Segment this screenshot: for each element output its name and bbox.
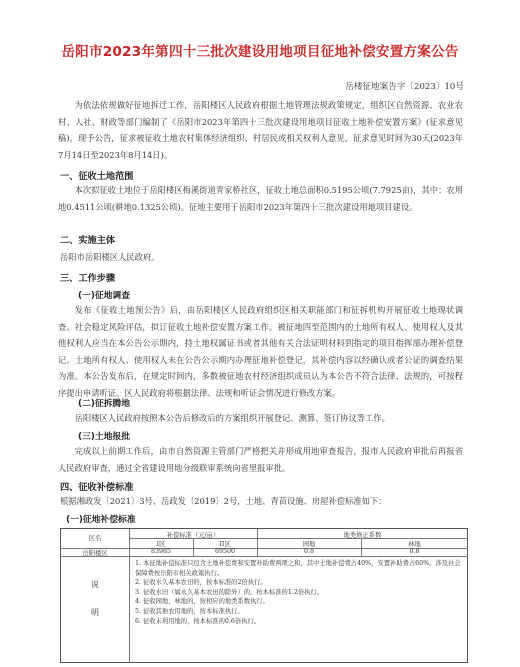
- section-4-basis: 根据湘政发〔2021〕3号、岳政发〔2019〕2号，土地、青苗设施、房屋补偿标准如下：: [60, 496, 387, 506]
- table-note-label-1: 说: [91, 580, 99, 589]
- table-header-coefficient: 地类修正系数: [343, 532, 382, 539]
- intro-paragraph: 为依法依规做好征地拆迁工作，岳阳楼区人民政府根据土地管理法规政策规定，组织区自然资源、农业农村、人社、财政等部门编制了《岳阳市2023年第四十三批次建设用地项目征收土地补偿安置方案》(征求意见稿)，现予公告，征求被征收土地农村集体经济组织、村居民或相关权利人意见，征求意见时间为30天(2023年7月14日至2023年8月14日)。: [58, 100, 463, 160]
- table-note-line: 3. 征收水田（属永久基本农田的除外）的，按本标准的1.2倍执行。: [135, 588, 324, 596]
- table-note-line: 5. 征收其他农用地的，按本标准执行。: [135, 607, 244, 615]
- table-row-area: 岳阳楼区: [82, 550, 108, 557]
- section-4-heading: 四、征收补偿标准: [60, 482, 134, 493]
- table-note-label-2: 明: [91, 608, 99, 617]
- table-line: [129, 556, 130, 663]
- section-3-sub3-heading: (三)土地报批: [78, 432, 131, 442]
- section-2-heading: 二、实施主体: [60, 235, 116, 246]
- section-3-heading: 三、工作步骤: [60, 273, 116, 284]
- section-1-body: 本次拟征收土地位于岳阳楼区梅溪街道青家桥社区，征收土地总面积0.5195公顷(7.7925亩)，其中：农用地0.4511公顷(耕地0.1325公顷)。征地主要用于岳阳市2023年第四十三批次建设用地项目建设。: [58, 185, 463, 212]
- table-note-line: 2. 征收水久基本农田的，按本标准的2倍执行。: [135, 579, 267, 587]
- table-note-line: 1. 本征地补偿标准只包含土地补偿费和安置补助费两项之和，其中土地补偿费占40%，安置补助费占60%。涉及社会保障费按岳阳市相关政策执行。: [135, 560, 461, 577]
- table-header-zone1: I区: [156, 541, 166, 548]
- section-3-sub2-heading: (二)征拆腾地: [78, 399, 131, 409]
- document-number: 岳楼征地案告字〔2023〕10号: [345, 82, 464, 92]
- document-title: 岳阳市2023年第四十三批次建设用地项目征地补偿安置方案公告: [61, 44, 459, 60]
- table-header-zone2: II区: [219, 541, 231, 548]
- table-header-area: 区名: [88, 535, 102, 542]
- section-4-sub1-heading: (一)征地补偿标准: [66, 515, 136, 525]
- table-row-zone2: 69500: [214, 548, 236, 555]
- section-3-sub3-body: 完成以上前期工作后，由市自然资源主管部门严格把关并形成用地审查报告，报市人民政府审批后再报省人民政府审查，通过全省建设用地分级联审系统向省里报审批。: [58, 446, 463, 473]
- table-header-forest: 林地: [408, 541, 421, 548]
- table-row-zone1: 83985: [150, 548, 172, 555]
- table-header-standard: 补偿标准（元/亩）: [166, 532, 220, 539]
- section-3-sub2-body: 岳阳楼区人民政府按照本公告后修改后的方案组织开展登记、测算、签订协议等工作。: [74, 413, 390, 423]
- table-note-line: 6. 征收未利用地的，按本标准的0.6倍执行。: [135, 617, 261, 625]
- table-note-line: 4. 征收园地、林地的，按相应的地类系数执行。: [135, 598, 269, 606]
- compensation-table: [60, 528, 468, 663]
- table-row-forest: 0.8: [409, 548, 420, 555]
- section-3-sub1-heading: (一)征地调查: [78, 291, 131, 301]
- section-2-body: 岳阳市岳阳楼区人民政府。: [60, 252, 160, 262]
- table-row-paddy: 0.8: [303, 548, 314, 555]
- table-notes: [135, 559, 463, 626]
- section-1-heading: 一、征收土地范围: [60, 171, 134, 182]
- table-header-paddy: 园地: [302, 541, 316, 548]
- section-3-sub1-body: 发布《征收土地预公告》后，由岳阳楼区人民政府组织区相关职能部门和征拆机构开展征收土地现状调查、社会稳定风险评估，拟订征收土地补偿安置方案工作。被征地四至范围内的土地所有权人、使用权人及其他权利人应当在本公告公示期内，持土地权属证书或者其他有关合法证明材料到指定的项目指挥部办理补偿登记。土地所有权人、使用权人未在公告公示期内办理征地补偿登记，其补偿内容以经确认或者公证的调查结果为准。本公告发布后，在规定时间内，多数被征地农村经济组织成员认为本公告不符合法律、法规的，可按程序提出申请听证。区人民政府将根据法律、法规和听证会情况进行修改方案。: [58, 305, 463, 398]
